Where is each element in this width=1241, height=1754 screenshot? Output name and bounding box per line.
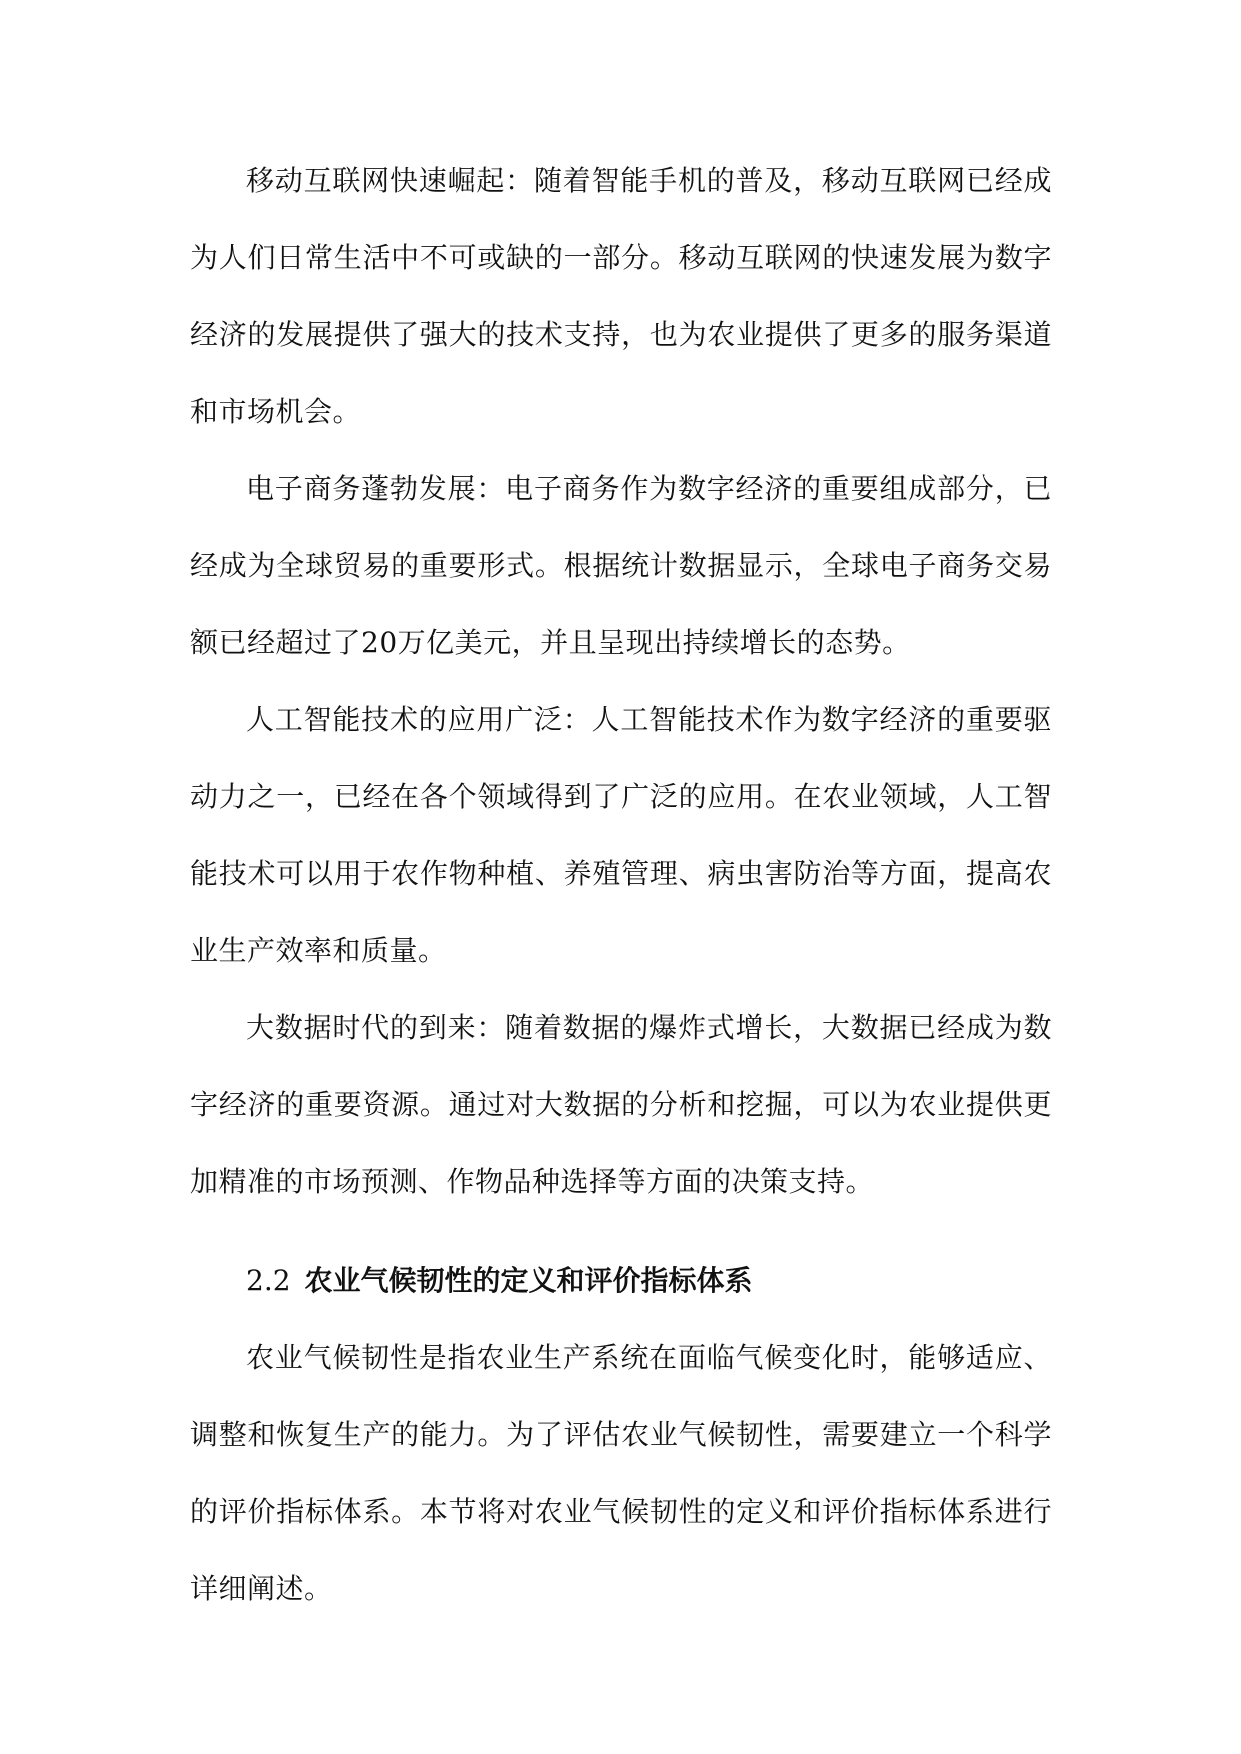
section-number: 2.2 bbox=[246, 1264, 291, 1297]
paragraph-big-data: 大数据时代的到来：随着数据的爆炸式增长，大数据已经成为数字经济的重要资源。通过对大数据的分析和挖掘，可以为农业提供更加精准的市场预测、作物品种选择等方面的决策支持。 bbox=[190, 1011, 1052, 1198]
paragraph-mobile-internet: 移动互联网快速崛起：随着智能手机的普及，移动互联网已经成为人们日常生活中不可或缺的一部分。移动互联网的快速发展为数字经济的发展提供了强大的技术支持，也为农业提供了更多的服务渠道和市场机会。 bbox=[190, 164, 1052, 428]
paragraph-e-commerce: 电子商务蓬勃发展：电子商务作为数字经济的重要组成部分，已经成为全球贸易的重要形式。根据统计数据显示，全球电子商务交易额已经超过了20万亿美元，并且呈现出持续增长的态势。 bbox=[190, 472, 1052, 659]
page-content bbox=[190, 142, 1052, 1627]
section-title: 农业气候韧性的定义和评价指标体系 bbox=[304, 1264, 753, 1297]
paragraph-climate-resilience: 农业气候韧性是指农业生产系统在面临气候变化时，能够适应、调整和恢复生产的能力。为了评估农业气候韧性，需要建立一个科学的评价指标体系。本节将对农业气候韧性的定义和评价指标体系进行详细阐述。 bbox=[190, 1341, 1052, 1605]
section-heading bbox=[190, 1242, 1052, 1319]
paragraph-artificial-intelligence: 人工智能技术的应用广泛：人工智能技术作为数字经济的重要驱动力之一，已经在各个领域得到了广泛的应用。在农业领域，人工智能技术可以用于农作物种植、养殖管理、病虫害防治等方面，提高农业生产效率和质量。 bbox=[190, 703, 1052, 967]
